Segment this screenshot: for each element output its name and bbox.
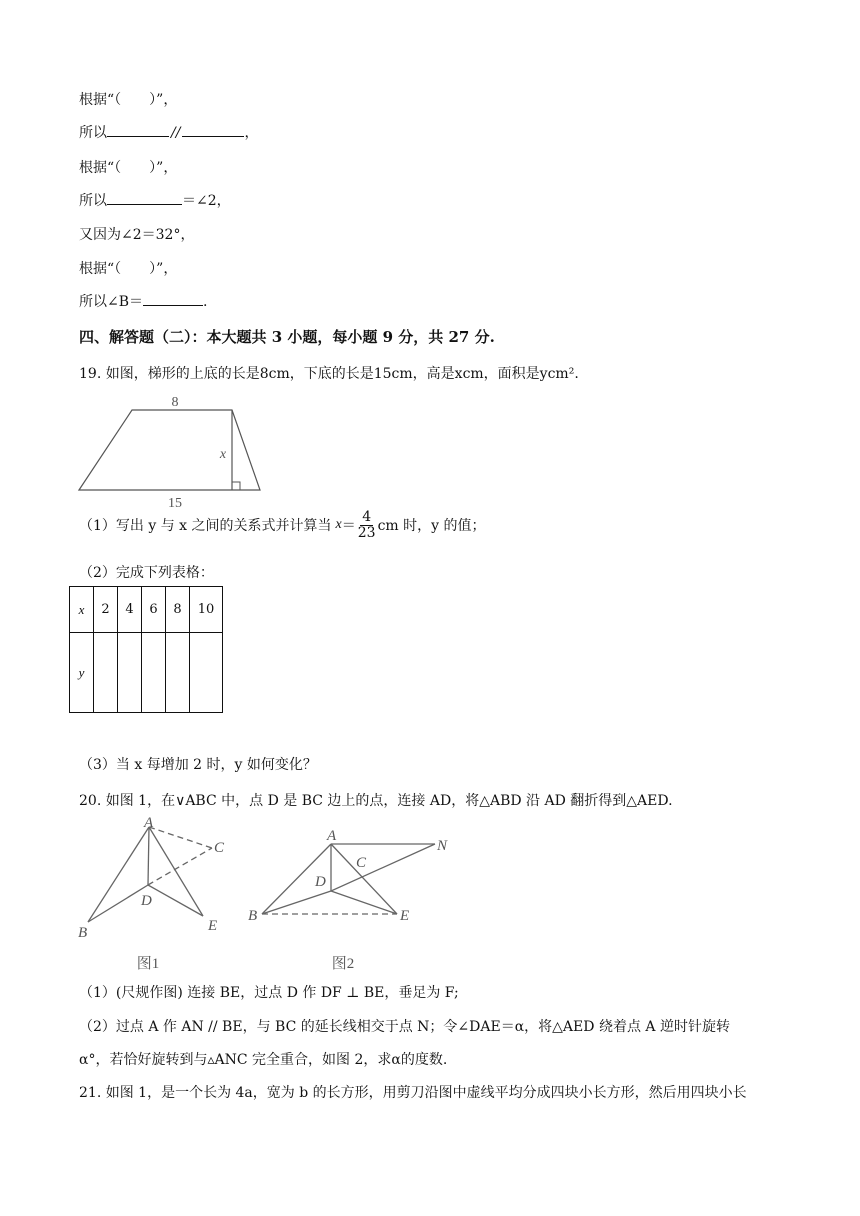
label-N: N	[437, 838, 448, 854]
proof-line-4-prefix: 所以	[79, 193, 107, 209]
q19-part1-var: x	[335, 517, 342, 533]
proof-line-4-suffix: ＝∠2，	[182, 193, 231, 209]
right-angle-mark	[232, 482, 240, 490]
figure-1-caption: 图1	[136, 956, 160, 972]
proof-line-1: 根据“（ ）”，	[79, 92, 178, 108]
label-A: A	[144, 815, 154, 831]
q19-part2: （2）完成下列表格：	[79, 565, 214, 581]
height-label: x	[219, 447, 227, 462]
table-cell: 6	[142, 587, 166, 633]
table-row-y	[70, 633, 223, 713]
bottom-base-label: 15	[168, 496, 182, 511]
proof-line-3: 根据“（ ）”，	[79, 160, 178, 176]
q20-part2-line2: α°，若恰好旋转到与▵ANC 完全重合，如图 2，求α的度数.	[79, 1052, 448, 1068]
top-base-label: 8	[171, 395, 179, 410]
label-C: C	[214, 840, 225, 856]
q21-stem: 21. 如图 1，是一个长为 4a，宽为 b 的长方形，用剪刀沿图中虚线平均分成四块小长方形，然后用四块小长	[79, 1085, 747, 1101]
answer-blank[interactable]	[107, 122, 169, 137]
figure-2-caption: 图2	[331, 956, 355, 972]
table-cell: y	[70, 633, 94, 713]
q19-part3: （3）当 x 每增加 2 时，y 如何变化？	[79, 757, 317, 773]
proof-line-6: 根据“（ ）”，	[79, 261, 178, 277]
figure-2	[245, 822, 460, 974]
table-cell: 4	[118, 587, 142, 633]
table-row-x	[70, 587, 223, 633]
answer-blank[interactable]	[182, 122, 244, 137]
answer-blank[interactable]	[143, 291, 203, 306]
q20-part1: （1）(尺规作图) 连接 BE，过点 D 作 DF ⊥ BE，垂足为 F;	[79, 985, 459, 1001]
q19-part1	[79, 510, 486, 540]
answer-blank[interactable]	[107, 190, 182, 205]
parallel-symbol: //	[171, 125, 181, 141]
proof-line-2-prefix: 所以	[79, 125, 107, 141]
q20-part2-line1: （2）过点 A 作 AN // BE，与 BC 的延长线相交于点 N；令∠DAE＝α，将△AED 绕着点 A 逆时针旋转	[79, 1019, 730, 1035]
q19-part1-suffix: cm 时，y 的值；	[377, 518, 486, 535]
proof-line-5: 又因为∠2＝32°，	[79, 227, 195, 243]
proof-line-7	[79, 291, 207, 311]
table-cell-empty[interactable]	[166, 633, 190, 713]
trapezoid-figure	[70, 390, 270, 512]
proof-line-2	[79, 122, 258, 142]
section-heading: 四、解答题（二）：本大题共 3 小题，每小题 9 分，共 27 分.	[79, 328, 495, 346]
table-cell: 8	[166, 587, 190, 633]
table-cell-empty[interactable]	[94, 633, 118, 713]
q19-stem: 19. 如图，梯形的上底的长是8cm，下底的长是15cm，高是xcm，面积是ycm².	[79, 366, 579, 382]
label-B: B	[248, 908, 258, 924]
fraction-denominator: 23	[357, 524, 376, 541]
q19-part1-text: （1）写出 y 与 x 之间的关系式并计算当	[79, 518, 332, 535]
fraction-numerator: 4	[362, 509, 372, 525]
label-A: A	[327, 828, 337, 844]
proof-line-7-suffix: .	[203, 294, 208, 310]
value-table	[69, 586, 223, 713]
label-D: D	[141, 893, 152, 909]
trapezoid-shape	[79, 410, 260, 490]
table-cell-empty[interactable]	[142, 633, 166, 713]
table-cell-empty[interactable]	[190, 633, 223, 713]
table-cell: 10	[190, 587, 223, 633]
table-cell-empty[interactable]	[118, 633, 142, 713]
label-E: E	[208, 918, 218, 934]
proof-line-4	[79, 190, 231, 210]
label-B: B	[78, 925, 88, 941]
fraction	[358, 510, 376, 540]
table-cell: 2	[94, 587, 118, 633]
proof-line-7-prefix: 所以∠B＝	[79, 294, 144, 310]
proof-line-2-suffix: ，	[244, 125, 259, 141]
label-E: E	[400, 908, 410, 924]
q20-stem: 20. 如图 1，在∨ABC 中，点 D 是 BC 边上的点，连接 AD，将△ABD 沿 AD 翻折得到△AED.	[79, 793, 673, 809]
table-cell: x	[70, 587, 94, 633]
figure-1	[70, 812, 240, 974]
label-D: D	[315, 874, 326, 890]
label-C: C	[356, 855, 367, 871]
q19-part1-eq: ＝	[341, 518, 356, 535]
